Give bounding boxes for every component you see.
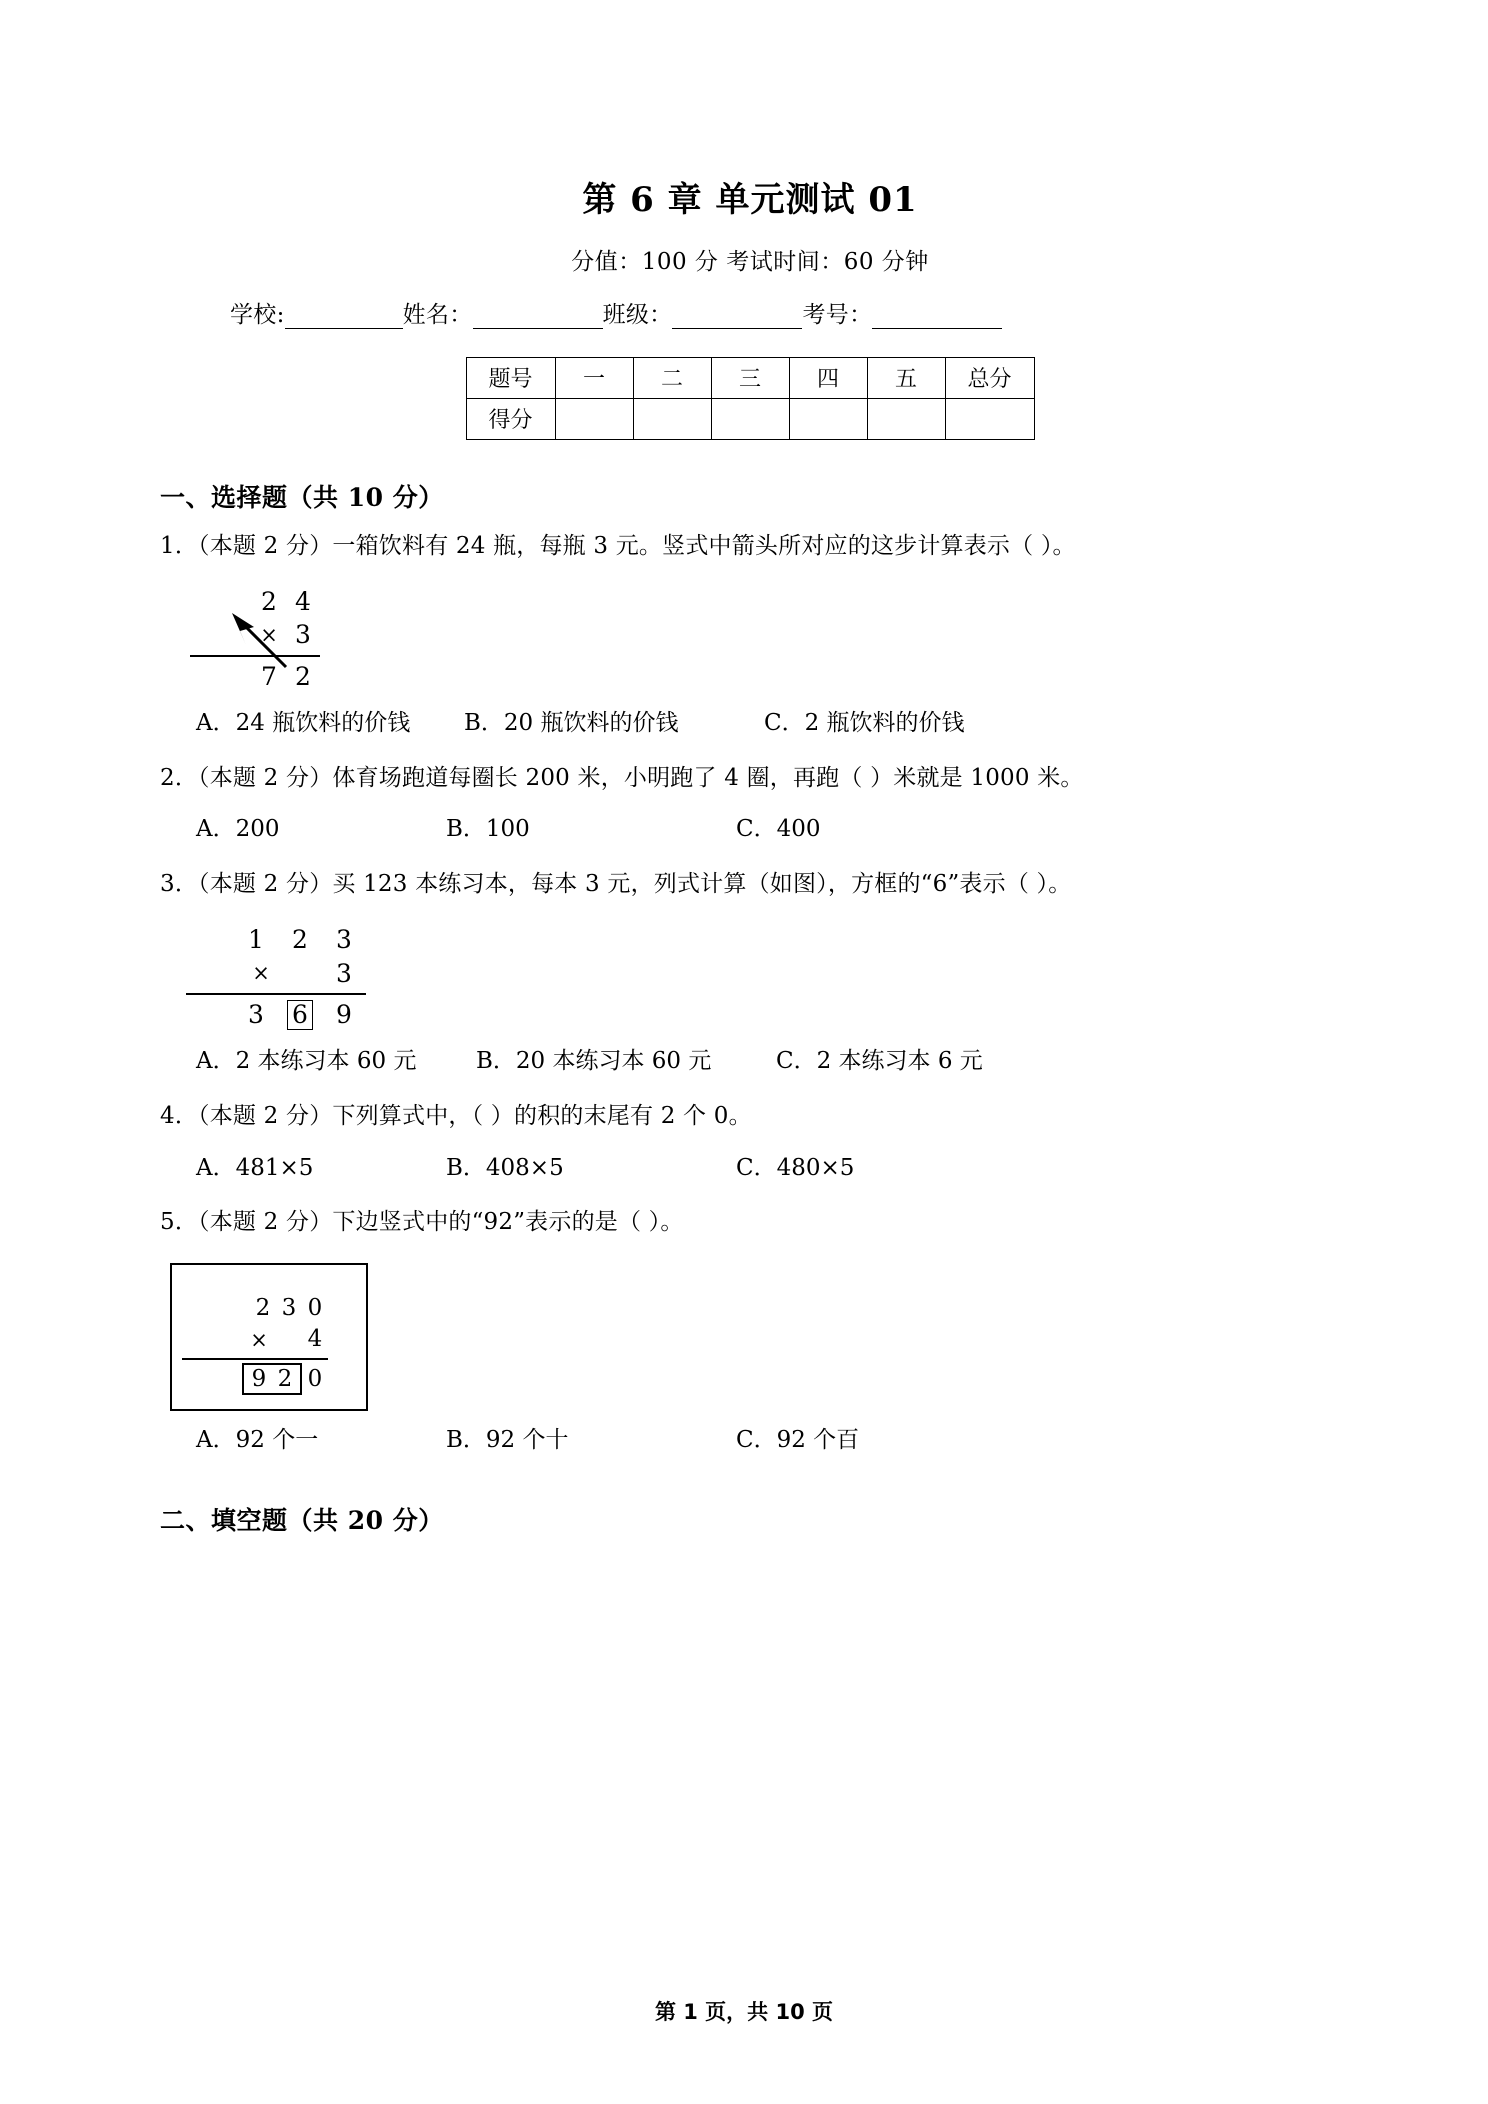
page-title: 第 6 章 单元测试 01: [582, 180, 918, 220]
question-3-vertical-calculation: [186, 923, 366, 1032]
option-c[interactable]: C．2 本练习本 6 元: [776, 1048, 983, 1075]
boxed-digit: 2: [277, 1366, 293, 1393]
score-cell-5[interactable]: [945, 398, 1034, 439]
option-c[interactable]: C．92 个百: [736, 1427, 860, 1454]
calc-digit: 2: [292, 924, 308, 954]
multiply-icon: ×: [252, 961, 270, 986]
calc-digit: 0: [307, 1295, 323, 1322]
option-b[interactable]: B．20 本练习本 60 元: [476, 1048, 712, 1075]
calc-digit: 7: [261, 662, 277, 692]
question-4-text: 4．（本题 2 分）下列算式中，（ ）的积的末尾有 2 个 0。: [160, 1102, 752, 1129]
section-title-fill-blank: 二、填空题（共 20 分）: [160, 1506, 444, 1536]
exam-no-input[interactable]: [872, 328, 1002, 329]
calc-result-row: [186, 998, 366, 1032]
class-label: 班级：: [602, 301, 673, 328]
calc-operand-row-2: [186, 957, 366, 991]
option-a[interactable]: A．200: [196, 816, 280, 843]
score-col-4: 五: [867, 357, 945, 398]
school-input[interactable]: [285, 328, 403, 329]
name-label: 姓名：: [402, 301, 473, 328]
page-footer: 第 1 页，共 10 页: [654, 2000, 834, 2024]
score-cell-0[interactable]: [555, 398, 633, 439]
calc-digit-boxed: [278, 998, 322, 1032]
calc-operand-row-1: [186, 923, 366, 957]
option-a[interactable]: A．2 本练习本 60 元: [196, 1048, 417, 1075]
score-table: [466, 357, 1035, 440]
question-4-options: [160, 1147, 1340, 1191]
option-b[interactable]: B．408×5: [446, 1154, 564, 1181]
question-1-vertical-calculation: [190, 585, 320, 694]
boxed-digit: 6: [287, 1000, 313, 1030]
score-cell-3[interactable]: [789, 398, 867, 439]
question-5-figure-frame: [170, 1263, 368, 1411]
option-c[interactable]: C．480×5: [736, 1154, 855, 1181]
score-col-0: 一: [555, 357, 633, 398]
calc-operand-row-1: [182, 1293, 328, 1324]
arrow-up-left-icon: [224, 611, 294, 673]
calc-operand-row-2: [182, 1324, 328, 1355]
calc-digit: 0: [307, 1366, 323, 1393]
table-row-header: [466, 357, 1034, 398]
score-row-label-0: 题号: [466, 357, 555, 398]
school-label: 学校:: [230, 301, 285, 328]
option-c[interactable]: C．400: [736, 816, 821, 843]
calc-rule: [186, 993, 366, 995]
option-a[interactable]: A．24 瓶饮料的价钱: [196, 709, 411, 736]
calc-digit: 3: [248, 1000, 264, 1030]
boxed-result-group: [242, 1363, 302, 1395]
score-row-label-1: 得分: [466, 398, 555, 439]
score-col-5: 总分: [945, 357, 1034, 398]
calc-digit: 4: [307, 1326, 323, 1353]
page-content: [160, 0, 1340, 1537]
score-cell-2[interactable]: [711, 398, 789, 439]
score-col-3: 四: [789, 357, 867, 398]
student-info-line: [160, 296, 1340, 329]
calc-digit: 3: [295, 620, 311, 650]
multiply-icon: ×: [250, 1327, 268, 1352]
calc-digit: 3: [336, 924, 352, 954]
question-1-text: 1．（本题 2 分）一箱饮料有 24 瓶，每瓶 3 元。竖式中箭头所对应的这步计算表示（ ）。: [160, 532, 1076, 559]
calc-digit: 1: [248, 924, 264, 954]
calc-digit: 2: [295, 662, 311, 692]
question-2-options: [160, 808, 1340, 852]
exam-no-label: 考号：: [802, 301, 873, 328]
question-5-vertical-calculation: [182, 1293, 328, 1395]
option-a[interactable]: A．481×5: [196, 1154, 314, 1181]
question-3-options: [160, 1040, 1340, 1084]
option-b[interactable]: B．100: [446, 816, 530, 843]
calc-digit: 3: [336, 958, 352, 988]
calc-digit: 9: [336, 1000, 352, 1030]
calc-digit: 3: [281, 1295, 297, 1322]
option-a[interactable]: A．92 个一: [196, 1427, 319, 1454]
question-2-text: 2．（本题 2 分）体育场跑道每圈长 200 米，小明跑了 4 圈，再跑（ ）米就是 1000 米。: [160, 764, 1084, 791]
option-c[interactable]: C．2 瓶饮料的价钱: [764, 709, 965, 736]
exam-subtitle: 分值：100 分 考试时间：60 分钟: [571, 248, 929, 275]
score-cell-1[interactable]: [633, 398, 711, 439]
question-5-text: 5．（本题 2 分）下边竖式中的“92”表示的是（ ）。: [160, 1209, 684, 1236]
boxed-digit: 9: [251, 1366, 267, 1393]
score-col-2: 三: [711, 357, 789, 398]
calc-digit: 4: [295, 586, 311, 616]
multiply-icon: ×: [260, 623, 278, 648]
question-3-text: 3．（本题 2 分）买 123 本练习本，每本 3 元，列式计算（如图），方框的“6”表示（ ）。: [160, 871, 1072, 898]
section-title-choice: 一、选择题（共 10 分）: [160, 482, 444, 512]
calc-rule: [182, 1358, 328, 1360]
calc-digit: 2: [261, 586, 277, 616]
class-input[interactable]: [672, 328, 802, 329]
name-input[interactable]: [473, 328, 603, 329]
question-5-options: [160, 1419, 1340, 1463]
score-col-1: 二: [633, 357, 711, 398]
calc-digit: 2: [255, 1295, 271, 1322]
option-b[interactable]: B．20 瓶饮料的价钱: [464, 709, 679, 736]
calc-result-row: [182, 1363, 328, 1395]
question-1-options: [160, 702, 1340, 746]
table-row: [466, 398, 1034, 439]
score-cell-4[interactable]: [867, 398, 945, 439]
option-b[interactable]: B．92 个十: [446, 1427, 569, 1454]
score-table-wrapper: [160, 357, 1340, 440]
